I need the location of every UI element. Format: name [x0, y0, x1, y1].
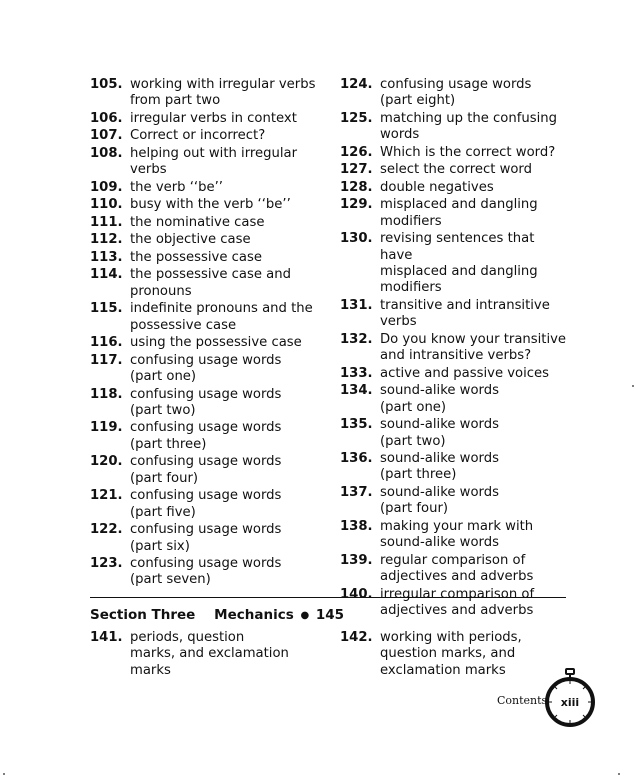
toc-entry — [340, 298, 568, 331]
footer-contents-label: Contents — [497, 694, 548, 707]
entry-number: 121. — [90, 488, 123, 504]
toc-entry — [90, 128, 330, 144]
toc-entry — [340, 197, 568, 230]
entry-number: 106. — [90, 110, 123, 126]
toc-entry — [340, 417, 568, 450]
entry-number: 139. — [340, 552, 373, 568]
entry-number: 119. — [90, 420, 123, 436]
scan-speck — [3, 773, 5, 775]
entry-number: 113. — [90, 249, 123, 265]
section-label: Section Three — [90, 607, 196, 623]
toc-entry — [340, 485, 568, 518]
entry-title: Correct or incorrect? — [130, 128, 266, 144]
entry-title: Do you know your transitive and intransitive verbs? — [380, 331, 567, 364]
section-title: Mechanics — [214, 607, 294, 623]
right-column — [340, 77, 568, 621]
entry-number: 105. — [90, 77, 123, 92]
entry-title: using the possessive case — [130, 335, 302, 351]
bottom-right-entry — [340, 630, 568, 680]
entry-number: 129. — [340, 197, 373, 213]
toc-entry — [90, 353, 330, 386]
toc-entry — [90, 267, 330, 300]
toc-entry — [90, 630, 330, 679]
entry-title: confusing usage words (part two) — [130, 386, 282, 418]
entry-number: 120. — [90, 454, 123, 470]
entry-number: 118. — [90, 386, 123, 402]
entry-title: confusing usage words (part eight) — [380, 77, 532, 109]
toc-entry — [340, 366, 568, 382]
entry-title: double negatives — [380, 179, 494, 195]
entry-title: matching up the confusing words — [380, 110, 557, 143]
entry-number: 133. — [340, 365, 373, 381]
entry-number: 123. — [90, 556, 123, 572]
entry-title: transitive and intransitive verbs — [380, 297, 550, 330]
entry-number: 116. — [90, 335, 123, 351]
entry-title: confusing usage words (part three) — [130, 420, 282, 452]
toc-entry — [340, 77, 568, 110]
entry-number: 112. — [90, 232, 123, 248]
entry-number: 125. — [340, 110, 373, 126]
toc-entry — [90, 180, 330, 196]
toc-entry — [340, 332, 568, 365]
toc-entry — [340, 231, 568, 297]
entry-title: confusing usage words (part four) — [130, 454, 282, 486]
toc-entry — [340, 145, 568, 161]
entry-number: 117. — [90, 352, 123, 368]
entry-number: 122. — [90, 522, 123, 538]
entry-number: 142. — [340, 630, 373, 645]
entry-number: 135. — [340, 417, 373, 433]
entry-number: 107. — [90, 128, 123, 144]
toc-entry — [90, 488, 330, 521]
entry-title: confusing usage words (part six) — [130, 522, 282, 554]
entry-title: irregular comparison of adjectives and adverbs — [380, 586, 535, 619]
entry-number: 132. — [340, 331, 373, 347]
entry-number: 138. — [340, 518, 373, 534]
toc-entry — [340, 630, 568, 679]
toc-entry — [90, 111, 330, 127]
entry-title: indefinite pronouns and the possessive case — [130, 301, 313, 333]
entry-number: 130. — [340, 231, 373, 247]
toc-entry — [340, 553, 568, 586]
entry-number: 136. — [340, 451, 373, 467]
entry-title: busy with the verb ‘‘be’’ — [130, 197, 291, 213]
toc-entry — [90, 387, 330, 420]
section-heading — [90, 607, 344, 623]
entry-title: confusing usage words (part one) — [130, 352, 282, 385]
toc-entry — [340, 519, 568, 552]
toc-entry — [340, 587, 568, 620]
entry-title: the verb ‘‘be’’ — [130, 179, 223, 195]
entry-number: 114. — [90, 267, 123, 283]
entry-number: 111. — [90, 214, 123, 230]
entry-title: the possessive case — [130, 249, 262, 265]
toc-entry — [340, 383, 568, 416]
toc-entry — [90, 232, 330, 248]
entry-number: 131. — [340, 297, 373, 313]
entry-title: Which is the correct word? — [380, 144, 556, 160]
toc-entry — [90, 146, 330, 179]
toc-entry — [340, 162, 568, 178]
left-column — [90, 77, 330, 590]
entry-number: 124. — [340, 77, 373, 92]
toc-entry — [340, 451, 568, 484]
entry-title: sound-alike words (part one) — [380, 383, 499, 415]
entry-number: 140. — [340, 586, 373, 602]
toc-entry — [90, 420, 330, 453]
entry-number: 134. — [340, 383, 373, 399]
entry-title: revising sentences that have misplaced and dangling modifiers — [380, 231, 538, 296]
toc-entry — [340, 180, 568, 196]
toc-entry — [90, 197, 330, 213]
entry-number: 127. — [340, 162, 373, 178]
entry-title: confusing usage words (part five) — [130, 488, 282, 520]
entry-title: regular comparison of adjectives and adverbs — [380, 552, 534, 585]
entry-title: irregular verbs in context — [130, 110, 297, 126]
entry-number: 137. — [340, 484, 373, 500]
bullet-icon: ● — [300, 609, 310, 621]
entry-number: 110. — [90, 197, 123, 213]
page-numeral: xiii — [560, 696, 580, 709]
scan-speck — [618, 773, 620, 775]
entry-title: helping out with irregular verbs — [130, 145, 298, 178]
toc-entry — [90, 77, 330, 110]
entry-title: misplaced and dangling modifiers — [380, 197, 538, 229]
entry-title: sound-alike words (part three) — [380, 451, 499, 483]
entry-number: 128. — [340, 179, 373, 195]
entry-number: 109. — [90, 179, 123, 195]
toc-entry — [90, 215, 330, 231]
bottom-left-entry — [90, 630, 330, 680]
toc-entry — [90, 335, 330, 351]
entry-number: 108. — [90, 145, 123, 161]
toc-entry — [90, 556, 330, 589]
stopwatch-icon — [544, 667, 596, 729]
entry-title: working with periods, question marks, and exclamation marks — [380, 630, 522, 678]
toc-entry — [90, 301, 330, 334]
toc-entry — [90, 250, 330, 266]
entry-title: select the correct word — [380, 162, 532, 178]
toc-entry — [90, 522, 330, 555]
section-page: 145 — [315, 607, 345, 623]
entry-title: working with irregular verbs from part two — [130, 77, 316, 109]
entry-title: sound-alike words (part two) — [380, 417, 499, 449]
toc-entry — [90, 454, 330, 487]
entry-title: confusing usage words (part seven) — [130, 556, 282, 588]
section-divider — [90, 597, 566, 598]
entry-title: the objective case — [130, 232, 251, 248]
entry-title: the nominative case — [130, 214, 265, 230]
entry-title: the possessive case and pronouns — [130, 267, 291, 299]
scan-speck — [632, 385, 634, 387]
entry-number: 115. — [90, 301, 123, 317]
entry-number: 141. — [90, 630, 123, 645]
entry-title: periods, question marks, and exclamation marks — [130, 630, 289, 678]
entry-title: making your mark with sound-alike words — [380, 518, 534, 551]
toc-entry — [340, 111, 568, 144]
entry-number: 126. — [340, 144, 373, 160]
entry-title: sound-alike words (part four) — [380, 484, 499, 517]
entry-title: active and passive voices — [380, 365, 550, 381]
